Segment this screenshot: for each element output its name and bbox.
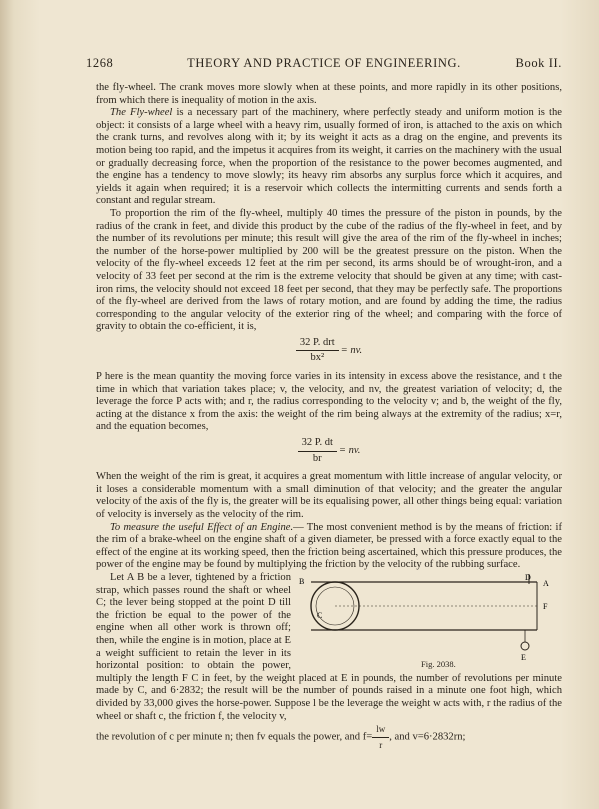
paragraph-momentum: When the weight of the rim is great, it acquires a great momentum with little increase of angular velocity, or it loses a considerable momentum with a small diminution of that velocity; and the greater the angular velocity of the axis of the fly is, the greater will be its equalising power, all other things being equal: variation of velocity is inversely as the velocity of the rim.	[96, 471, 562, 520]
label-e: E	[521, 652, 526, 662]
paragraph-measure	[96, 522, 562, 572]
weight-e	[521, 642, 529, 650]
label-a: A	[543, 578, 549, 588]
equation-2	[96, 437, 562, 465]
label-f: F	[543, 601, 548, 611]
paragraph-1: the fly-wheel. The crank moves more slowly when at these points, and more rapidly in its other positions, from which there is inequality of motion in the axis.	[96, 82, 562, 106]
running-title: THEORY AND PRACTICE OF ENGINEERING.	[187, 56, 461, 70]
eq2-numerator: 32 P. dt	[298, 437, 337, 452]
label-d: D	[525, 572, 531, 582]
eq2-rhs: = nv.	[338, 444, 361, 456]
body-text	[96, 82, 562, 751]
label-c: C	[317, 610, 323, 620]
eq1-numerator: 32 P. drt	[296, 337, 339, 352]
eq1-denominator: bx²	[310, 352, 325, 364]
eq2-denominator: br	[312, 452, 322, 464]
paragraph-proportion: To proportion the rim of the fly-wheel, multiply 40 times the pressure of the piston in pounds, by the radius of the crank in feet, and divide this product by the cube of the radius of the fly-wheel in feet, and by the number of its revolutions per minute; this result will give the area of the rim of the fly-wheel in inches; the number of the horse-power multiplied by 200 will be the greatest pressure on the piston. When the velocity of the fly-wheel exceeds 12 feet at the rim per second, its arms should be of wrought-iron, and a velocity of 33 feet per second at the rim is the extreme velocity that should be given at any time; with cast-iron rims, the velocity should not exceed 18 feet per second, that they may be perfectly safe. The proportions of the fly-wheel are derived from the laws of rotary motion, and are found by adding the time, the radius corresponding to the angular velocity of the exterior ring of the wheel; and comparing with the force of gravity to obtain the co-efficient, it is,	[96, 207, 562, 333]
book-label: Book II.	[515, 56, 562, 70]
running-header	[86, 56, 562, 72]
figure-caption: Fig. 2038.	[421, 658, 456, 669]
label-b: B	[299, 576, 305, 586]
flywheel-heading: The Fly-wheel	[110, 107, 173, 119]
final-line-end: , and v=6·2832rn;	[389, 731, 466, 743]
paragraph-final-line	[96, 723, 562, 751]
eq1-rhs: = nv.	[340, 344, 363, 356]
lever-text: Let A B be a lever, tightened by a friction strap, which passes round the shaft or wheel C; the lever being stopped at the point D till the friction be equal to the power of the engine when all other work is thrown off; then, while the engine is in motion, place at E a weight sufficient to retain the lever in its horizontal position: to obtain the power, multiply the length F C in feet, by the weight placed at E in pounds, the number of revolutions per minute made by C, and 6·2832; the result will be the number of pounds raised in a minute one foot high, which divided by 33,000 gives the horse-power. Suppose l be the leverage the weight w acts with, r the radius of the wheel or shaft c, the friction f, the velocity v,	[96, 571, 562, 722]
paragraph-variables: P here is the mean quantity the moving force varies in its intensity in excess above the resistance, and t the time in which that variation takes place; v, the velocity, and nv, the greatest variation of velocity; d, the leverage the force P acts with; and r, the radius corresponding to the velocity v; and b, the weight of the fly, acting at the distance x from the axis: the weight of the rim being always at the extremity of the radius; x=r, and the equation becomes,	[96, 371, 562, 433]
flywheel-text: is a necessary part of the machinery, where perfectly steady and uniform motion is the object: it consists of a large wheel with a heavy rim, usually formed of iron, is attached to the axis on which the crank turns, and revolves along with it; by its weight it acts as a drag on the engine, and prevents its motion being too rapid, and the impetus it acquires from its weight, it carries on the machinery with the usual or gradually decreasing force, when the proportion of the resistance to the power becomes augmented, and the engine has a tendency to move slowly; its heavy rim absorbs any surplus force which it acquires, and yields it again when required; it is a reservoir which collects the intermitting currents and sends forth a constant and regular stream.	[96, 107, 562, 207]
paragraph-lever	[96, 572, 562, 723]
measure-heading: To measure the useful Effect of an Engine.	[110, 521, 294, 533]
page-number: 1268	[86, 56, 114, 70]
equation-1	[96, 337, 562, 365]
figure-2038	[297, 572, 562, 670]
measure-text: — The most convenient method is by the means of friction: if the rim of a brake-wheel on the engine shaft of a given diameter, be pressed with a force exactly equal to the effect of the engine at its working speed, then the friction being ascertained, which this pressure produces, the power of the engine may be found by multiplying the friction by the velocity of the rubbing surface.	[96, 521, 562, 571]
eq3-numerator: lw	[372, 723, 389, 738]
eq3-denominator: r	[379, 739, 383, 750]
brake-lever-diagram	[297, 572, 562, 670]
paragraph-flywheel	[96, 107, 562, 208]
final-line-text: the revolution of c per minute n; then fv equals the power, and f=	[96, 731, 373, 743]
